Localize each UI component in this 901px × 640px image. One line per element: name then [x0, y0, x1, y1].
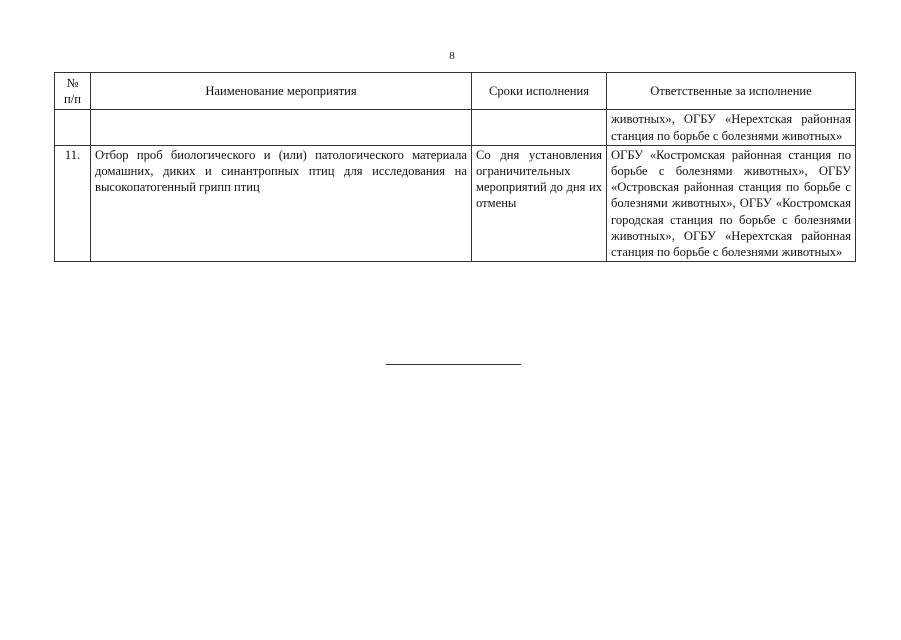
- measures-table: [54, 72, 856, 262]
- row-name: Отбор проб биологического и (или) патологического материала домашних, диких и синантропных птиц для исследования на высокопатогенный грипп птиц: [91, 145, 472, 261]
- page-number: 8: [449, 50, 455, 62]
- row-name: [91, 110, 472, 145]
- header-responsible: Ответственные за исполнение: [607, 73, 856, 110]
- header-name: Наименование мероприятия: [91, 73, 472, 110]
- row-responsible: животных», ОГБУ «Нерехтская районная станция по борьбе с болезнями животных»: [607, 110, 856, 145]
- end-divider: [386, 364, 521, 365]
- row-num: [55, 110, 91, 145]
- row-term: [472, 110, 607, 145]
- header-num: № п/п: [55, 73, 91, 110]
- row-term: Со дня установления ограничительных мероприятий до дня их отмены: [472, 145, 607, 261]
- table-row: [55, 145, 856, 261]
- table-header-row: [55, 73, 856, 110]
- row-responsible: ОГБУ «Костромская районная станция по борьбе с болезнями животных», ОГБУ «Островская районная станция по борьбе с болезнями животных», ОГБУ «Костромская городская станция по борьбе с болезнями животных», ОГБУ «Нерехтская районная станция по борьбе с болезнями животных»: [607, 145, 856, 261]
- header-term: Сроки исполнения: [472, 73, 607, 110]
- row-num: 11.: [55, 145, 91, 261]
- table-row: [55, 110, 856, 145]
